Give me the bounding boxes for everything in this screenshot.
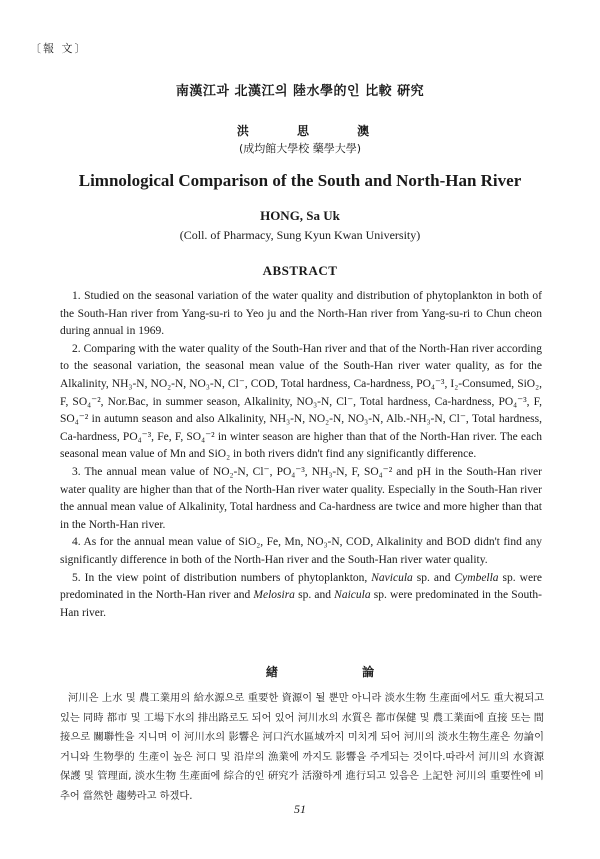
introduction-body: 河川은 上水 및 農工業用의 給水源으로 重要한 資源이 될 뿐만 아니라 淡水生物 生產面에서도 重大視되고 있는 同時 都市 및 工場下水의 排出路로도 되어 있어 河川水의 水質은 都市保健 및 農工業面에 直接 또는 間接으로 關聯性을 지니며 이 河川水의 影響은 河口汽水區域까지 미치게 되어 河川의 淡水生物生產은 勿論이거니와 生物學的 生產이 높은 河口 및 沿岸의 漁業에 까지도 影響을 주게되는 것이다.따라서 河川의 水資源保護 및 管理面, 淡水生物 生產面에 綜合的인 硏究가 活潑하게 進行되고 있음은 上記한 河川의 重要性에 비추어 當然한 趨勢라고 하겠다.: [60, 693, 544, 802]
abstract-heading: ABSTRACT: [262, 263, 338, 278]
english-affiliation: (Coll. of Pharmacy, Sung Kyun Kwan University): [179, 228, 421, 242]
english-author: HONG, Sa Uk: [260, 208, 340, 223]
page-number: 51: [294, 802, 306, 816]
abstract-paragraph: 1. Studied on the seasonal variation of the water quality and distribution of phytoplankton in both of the South-Han river from Yang-su-ri to Yeo ju and the North-Han river from Yang-su-ri to Chun cheon during annual in 1969.: [60, 290, 542, 338]
abstract-paragraph: 2. Comparing with the water quality of the South-Han river and that of the North-Han river according to the seasonal variation, the seasonal mean value of the South-Han river water quality, as for the Alkalinity, NH₃-N, NO₂-N, NO₃-N, Cl⁻, COD, Total hardness, Ca-hardness, PO₄⁻³, I₂-Consumed, SiO₂, F, SO₄⁻², Nor.Bac, in summer season, Alkalinity, NO₃-N, Cl⁻, Total hardness, Ca-hardness, PO₄⁻³, F, SO₄⁻² in autumn season and also Alkalinity, NH₃-N, NO₂-N, NO₃-N, Alb.-NH₃-N, Cl⁻, Total hardness, Ca-hardness, PO₄⁻³, Fe, F, SO₄⁻² in winter season are higher than that of the North-Han river. The each seasonal mean value of Mn and SiO₂ in both rivers didn't find any significantly difference.: [60, 342, 542, 461]
korean-author: 洪 思 澳: [236, 124, 392, 138]
korean-title: 南漢江과 北漢江의 陸水學的인 比較 硏究: [175, 84, 425, 99]
article-type-tag: 〔報 文〕: [30, 42, 88, 55]
english-title: Limnological Comparison of the South and North-Han River: [78, 171, 522, 190]
korean-affiliation: (成均館大學校 藥學大學): [238, 142, 362, 155]
abstract-paragraph: 3. The annual mean value of NO₂-N, Cl⁻, PO₄⁻³, NH₃-N, F, SO₄⁻² and pH in the South-Han river water quality are higher than that of the North-Han river water quality. Especially in the South-Han river the annual mean value of Alkalinity, Total hardness and Ca-hardness are twice and more higher than that in the North-Han river.: [60, 465, 542, 531]
abstract-paragraph: 4. As for the annual mean value of SiO₂, Fe, Mn, NO₃-N, COD, Alkalinity and BOD didn't find any significantly difference in both of the North-Han river and the South-Han river water quality.: [60, 536, 542, 566]
introduction-heading: 緖 論: [265, 665, 415, 679]
abstract-body: [60, 288, 542, 622]
abstract-paragraph: 5. In the view point of distribution numbers of phytoplankton, Navicula sp. and Cymbella sp. were predominated in the North-Han river and Melosira sp. and Naicula sp. were predominated in the South-Han river.: [60, 571, 542, 619]
